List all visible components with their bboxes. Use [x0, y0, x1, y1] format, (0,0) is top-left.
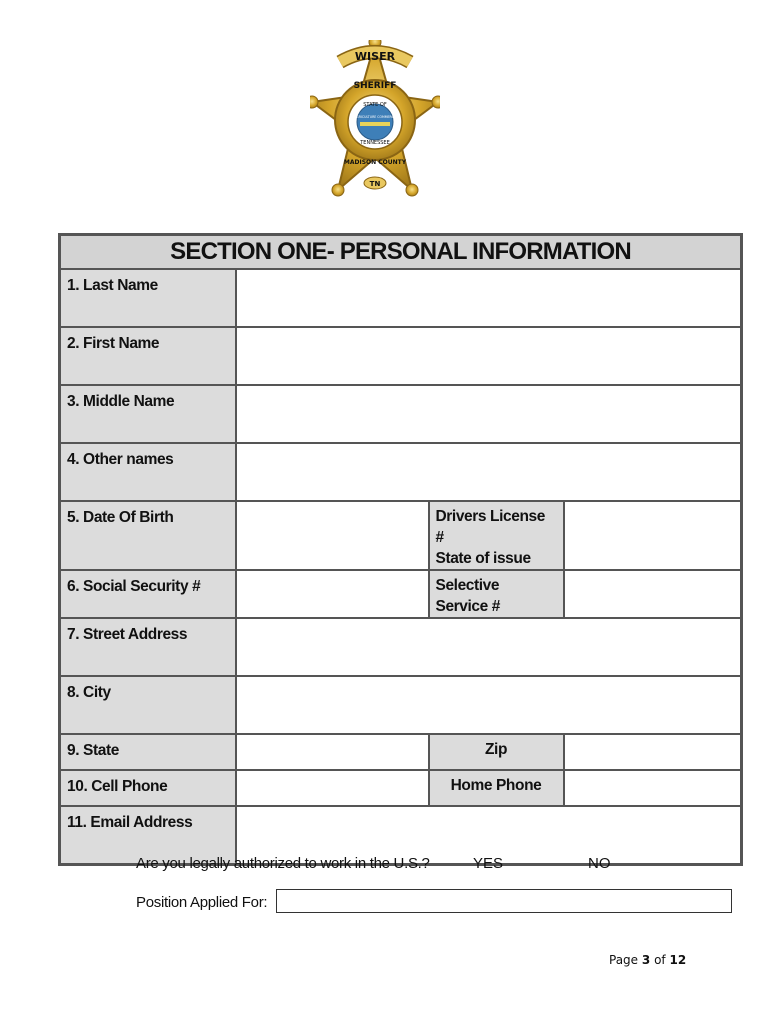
drivers-license-label [429, 501, 564, 570]
page-current: 3 [641, 953, 651, 967]
first-name-field[interactable] [236, 327, 742, 385]
ssn-label: 6. Social Security # [60, 570, 236, 618]
middle-name-field[interactable] [236, 385, 742, 443]
cell-phone-field[interactable] [236, 770, 429, 806]
first-name-label: 2. First Name [60, 327, 236, 385]
ssn-field[interactable] [236, 570, 429, 618]
dob-label: 5. Date Of Birth [60, 501, 236, 570]
street-address-field[interactable] [236, 618, 742, 676]
sheriff-badge-logo [310, 40, 440, 200]
page-prefix: Page [609, 953, 639, 967]
badge-seal-banner: AGRICULTURE COMMERCE [354, 115, 396, 119]
badge-county: MADISON COUNTY [343, 159, 407, 166]
badge-title: SHERIFF [353, 81, 397, 91]
other-names-field[interactable] [236, 443, 742, 501]
position-applied-label: Position Applied For: [136, 894, 268, 911]
drivers-license-label-line2: State of issue [435, 550, 531, 567]
city-label: 8. City [60, 676, 236, 734]
other-names-label: 4. Other names [60, 443, 236, 501]
selective-service-label [429, 570, 564, 618]
cell-phone-label: 10. Cell Phone [60, 770, 236, 806]
selective-service-label-line1: Selective [435, 577, 500, 594]
drivers-license-label-line1: Drivers License # [435, 508, 545, 546]
last-name-label: 1. Last Name [60, 269, 236, 327]
section-title: SECTION ONE- PERSONAL INFORMATION [60, 235, 742, 270]
work-authorization-question: Are you legally authorized to work in the U.S.? [136, 855, 430, 872]
position-applied-field[interactable] [276, 889, 732, 913]
badge-top-text: WISER [354, 50, 396, 63]
badge-seal-top: STATE OF [363, 102, 387, 108]
state-field[interactable] [236, 734, 429, 770]
street-address-label: 7. Street Address [60, 618, 236, 676]
page-number [609, 953, 686, 967]
page-total: 12 [669, 953, 687, 967]
home-phone-field[interactable] [564, 770, 742, 806]
zip-field[interactable] [564, 734, 742, 770]
city-field[interactable] [236, 676, 742, 734]
work-authorization-yes-option[interactable]: YES [473, 855, 504, 872]
dob-field[interactable] [236, 501, 429, 570]
personal-information-form [58, 233, 743, 866]
badge-state-abbr: TN [369, 180, 381, 188]
work-authorization-no-option[interactable]: NO [588, 855, 611, 872]
badge-seal-bottom: TENNESSEE [360, 140, 390, 146]
state-label: 9. State [60, 734, 236, 770]
email-address-label: 11. Email Address [60, 806, 236, 865]
zip-label: Zip [429, 734, 564, 770]
last-name-field[interactable] [236, 269, 742, 327]
selective-service-label-line2: Service # [435, 598, 500, 615]
selective-service-field[interactable] [564, 570, 742, 618]
middle-name-label: 3. Middle Name [60, 385, 236, 443]
home-phone-label: Home Phone [429, 770, 564, 806]
page-of: of [654, 953, 666, 967]
drivers-license-field[interactable] [564, 501, 742, 570]
